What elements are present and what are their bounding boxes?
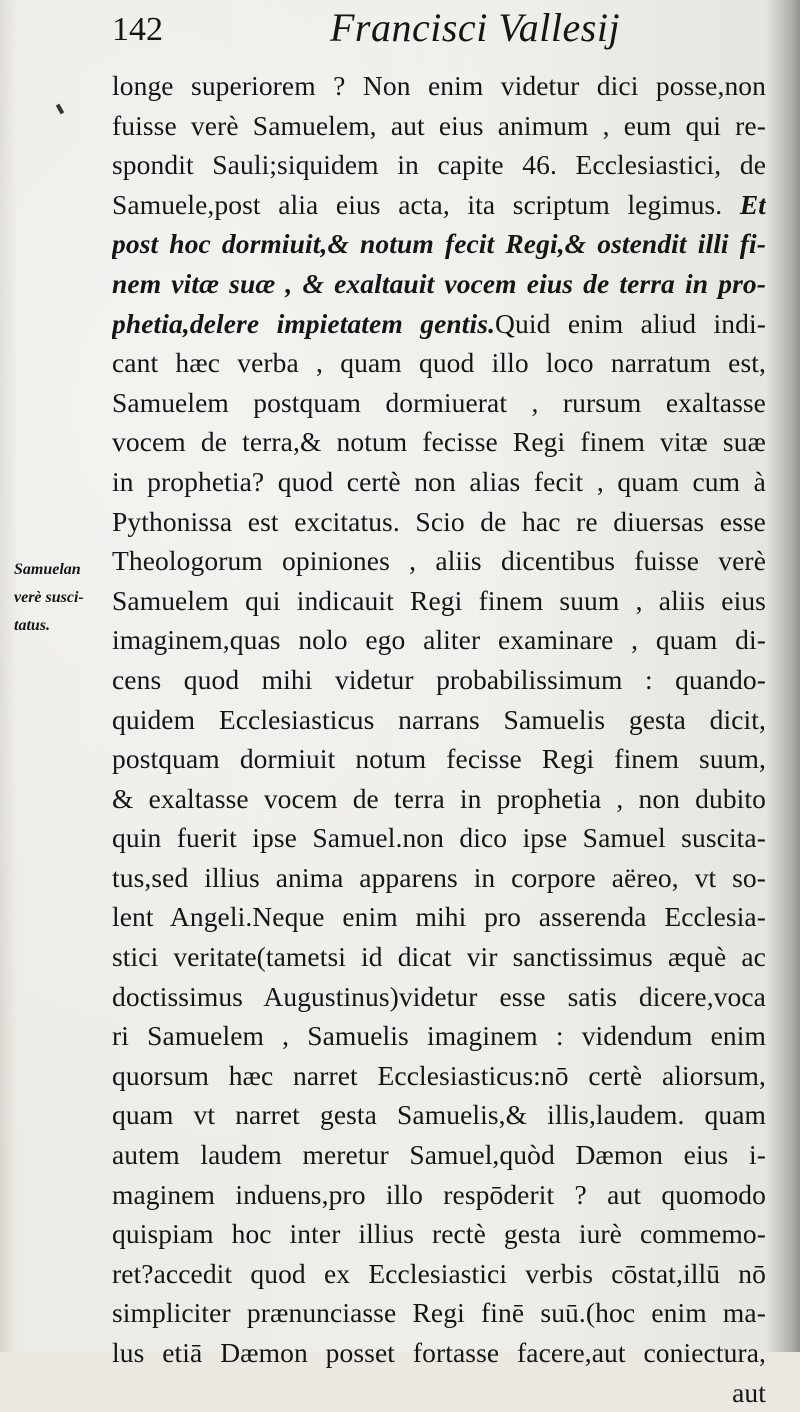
margin-note-line: verè susci- — [14, 589, 84, 606]
text-line: Samuelem postquam dormiuerat , rursum exaltasse — [112, 386, 766, 418]
body-text — [112, 66, 766, 1412]
text-line: ri Samuelem , Samuelis imaginem : videndum enim — [112, 1020, 766, 1052]
text-segment: Samuele,post alia eius acta, ita scriptum legimus. — [112, 188, 723, 220]
text-segment: Quid enim aliud indi- — [495, 307, 766, 339]
text-line: vocem de terra,& notum fecisse Regi finem vitæ suæ — [112, 426, 766, 458]
text-line: & exaltasse vocem de terra in prophetia , non dubito — [112, 782, 766, 814]
margin-note-line: Samuelan — [14, 561, 81, 578]
running-head: Francisci Vallesij — [330, 5, 621, 50]
text-line: quispiam hoc inter illius rectè gesta iurè commemo- — [112, 1218, 766, 1250]
text-line: tus,sed illius anima apparens in corpore aëreo, vt so- — [112, 861, 766, 893]
text-line: quin fuerit ipse Samuel.non dico ipse Samuel suscita- — [112, 822, 766, 854]
text-line: doctissimus Augustinus)videtur esse satis dicere,voca — [112, 980, 766, 1012]
text-line: stici veritate(tametsi id dicat vir sanctissimus æquè ac — [112, 941, 766, 973]
italic-segment: Et — [739, 188, 766, 220]
text-line: autem laudem meretur Samuel,quòd Dæmon eius i- — [112, 1139, 766, 1171]
text-line — [112, 304, 766, 344]
ink-speck — [56, 104, 64, 115]
italic-segment: phetia,delere impietatem gentis. — [112, 307, 496, 339]
text-line — [112, 185, 766, 225]
page-gutter-shadow — [766, 0, 800, 1352]
text-line: postquam dormiuit notum fecisse Regi finem suum, — [112, 743, 766, 775]
text-line: lent Angeli.Neque enim mihi pro asserenda Ecclesia- — [112, 901, 766, 933]
text-line: quorsum hæc narret Ecclesiasticus:nō certè aliorsum, — [112, 1059, 766, 1091]
text-line: Pythonissa est excitatus. Scio de hac re diuersas esse — [112, 505, 766, 537]
catchword: aut — [732, 1376, 766, 1408]
text-line: Theologorum opiniones , aliis dicentibus fuisse verè — [112, 545, 766, 577]
text-line-italic: nem vitæ suæ , & exaltauit vocem eius de terra in pro- — [112, 267, 766, 299]
text-line: ret?accedit quod ex Ecclesiastici verbis cōstat,illū nō — [112, 1257, 766, 1289]
page-header — [0, 0, 800, 60]
text-line: in prophetia? quod certè non alias fecit , quam cum à — [112, 465, 766, 497]
text-line: Samuelem qui indicauit Regi finem suum , aliis eius — [112, 584, 766, 616]
margin-note — [14, 556, 114, 640]
text-line: simpliciter prænunciasse Regi finē suū.(hoc enim ma- — [112, 1297, 766, 1329]
page-number: 142 — [112, 11, 163, 48]
text-line-italic: post hoc dormiuit,& notum fecit Regi,& ostendit illi fi- — [112, 228, 766, 260]
text-line: quam vt narret gesta Samuelis,& illis,laudem. quam — [112, 1099, 766, 1131]
margin-note-line: tatus. — [14, 617, 51, 634]
text-line: spondit Sauli;siquidem in capite 46. Ecclesiastici, de — [112, 149, 766, 181]
text-line: imaginem,quas nolo ego aliter examinare , quam di- — [112, 624, 766, 656]
text-line: cant hæc verba , quam quod illo loco narratum est, — [112, 347, 766, 379]
text-line: maginem induens,pro illo respōderit ? aut quomodo — [112, 1178, 766, 1210]
text-line: fuisse verè Samuelem, aut eius animum , eum qui re- — [112, 109, 766, 141]
text-line: longe superiorem ? Non enim videtur dici posse,non — [112, 70, 766, 101]
text-line: cens quod mihi videtur probabilissimum : quando- — [112, 663, 766, 695]
text-line: quidem Ecclesiasticus narrans Samuelis gesta dicit, — [112, 703, 766, 735]
text-line: lus etiā Dæmon posset fortasse facere,aut coniectura, — [112, 1337, 766, 1368]
